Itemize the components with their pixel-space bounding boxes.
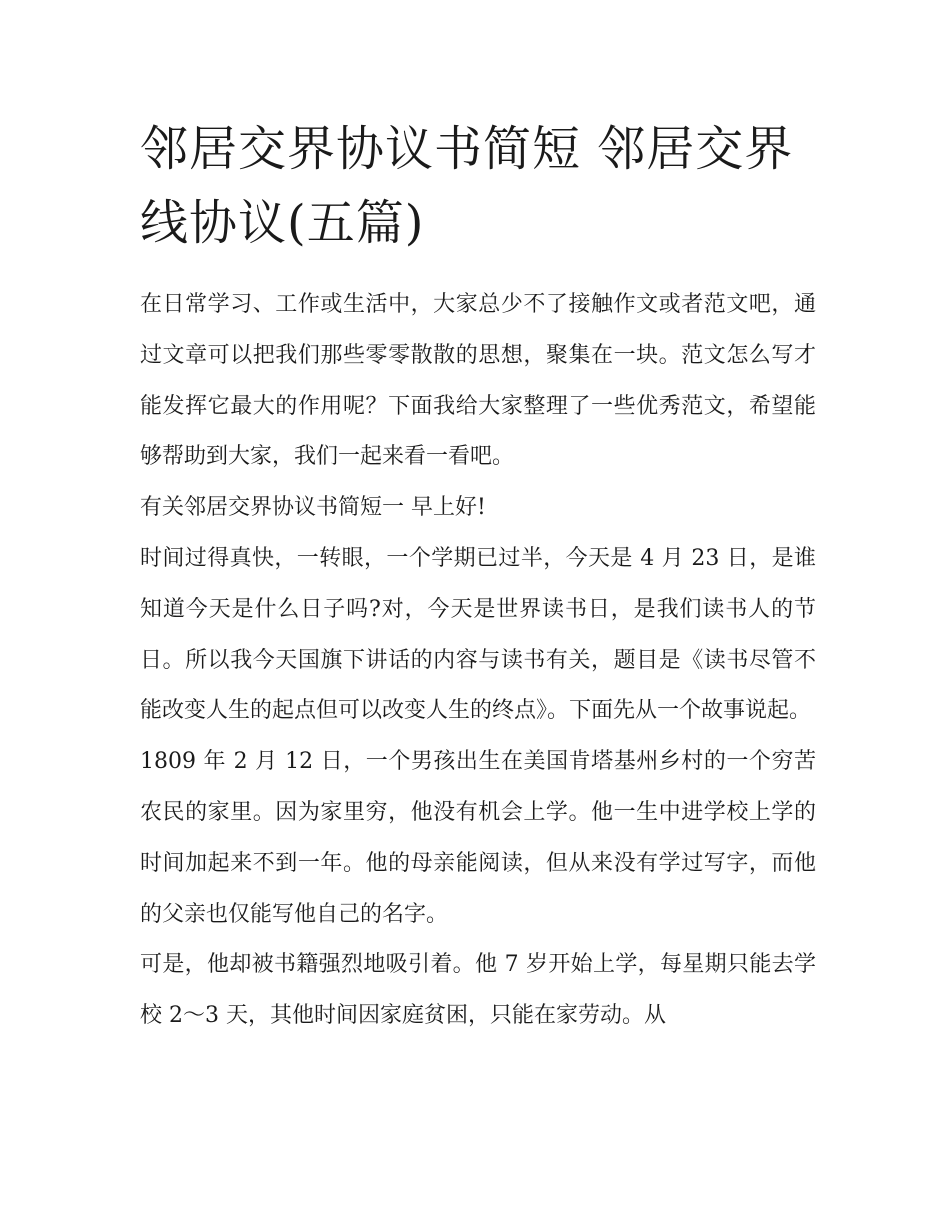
document-page	[140, 112, 816, 1042]
paragraph-boy-story: 1809 年 2 月 12 日，一个男孩出生在美国肯塔基州乡村的一个穷苦农民的家里。因为家里穷，他没有机会上学。他一生中进学校上学的时间加起来不到一年。他的母亲能阅读，但从来没有学过写字，而他的父亲也仅能写他自己的名字。	[140, 749, 816, 927]
paragraph-attracted-by-books: 可是，他却被书籍强烈地吸引着。他 7 岁开始上学，每星期只能去学校 2～3 天，其他时间因家庭贫困，只能在家劳动。从	[140, 952, 816, 1029]
document-title: 邻居交界协议书简短 邻居交界线协议(五篇)	[140, 121, 794, 251]
paragraph-intro: 在日常学习、工作或生活中，大家总少不了接触作文或者范文吧，通过文章可以把我们那些零零散散的思想，聚集在一块。范文怎么写才能发挥它最大的作用呢？下面我给大家整理了一些优秀范文，希望能够帮助到大家，我们一起来看一看吧。	[140, 292, 816, 470]
paragraph-heading-greeting: 有关邻居交界协议书简短一 早上好!	[140, 495, 486, 521]
paragraph-reading-day: 时间过得真快，一转眼，一个学期已过半，今天是 4 月 23 日，是谁知道今天是什么日子吗?对，今天是世界读书日，是我们读书人的节日。所以我今天国旗下讲话的内容与读书有关，题目是《读书尽管不能改变人生的起点但可以改变人生的终点》。下面先从一个故事说起。	[140, 545, 816, 724]
document-body	[140, 280, 816, 1042]
